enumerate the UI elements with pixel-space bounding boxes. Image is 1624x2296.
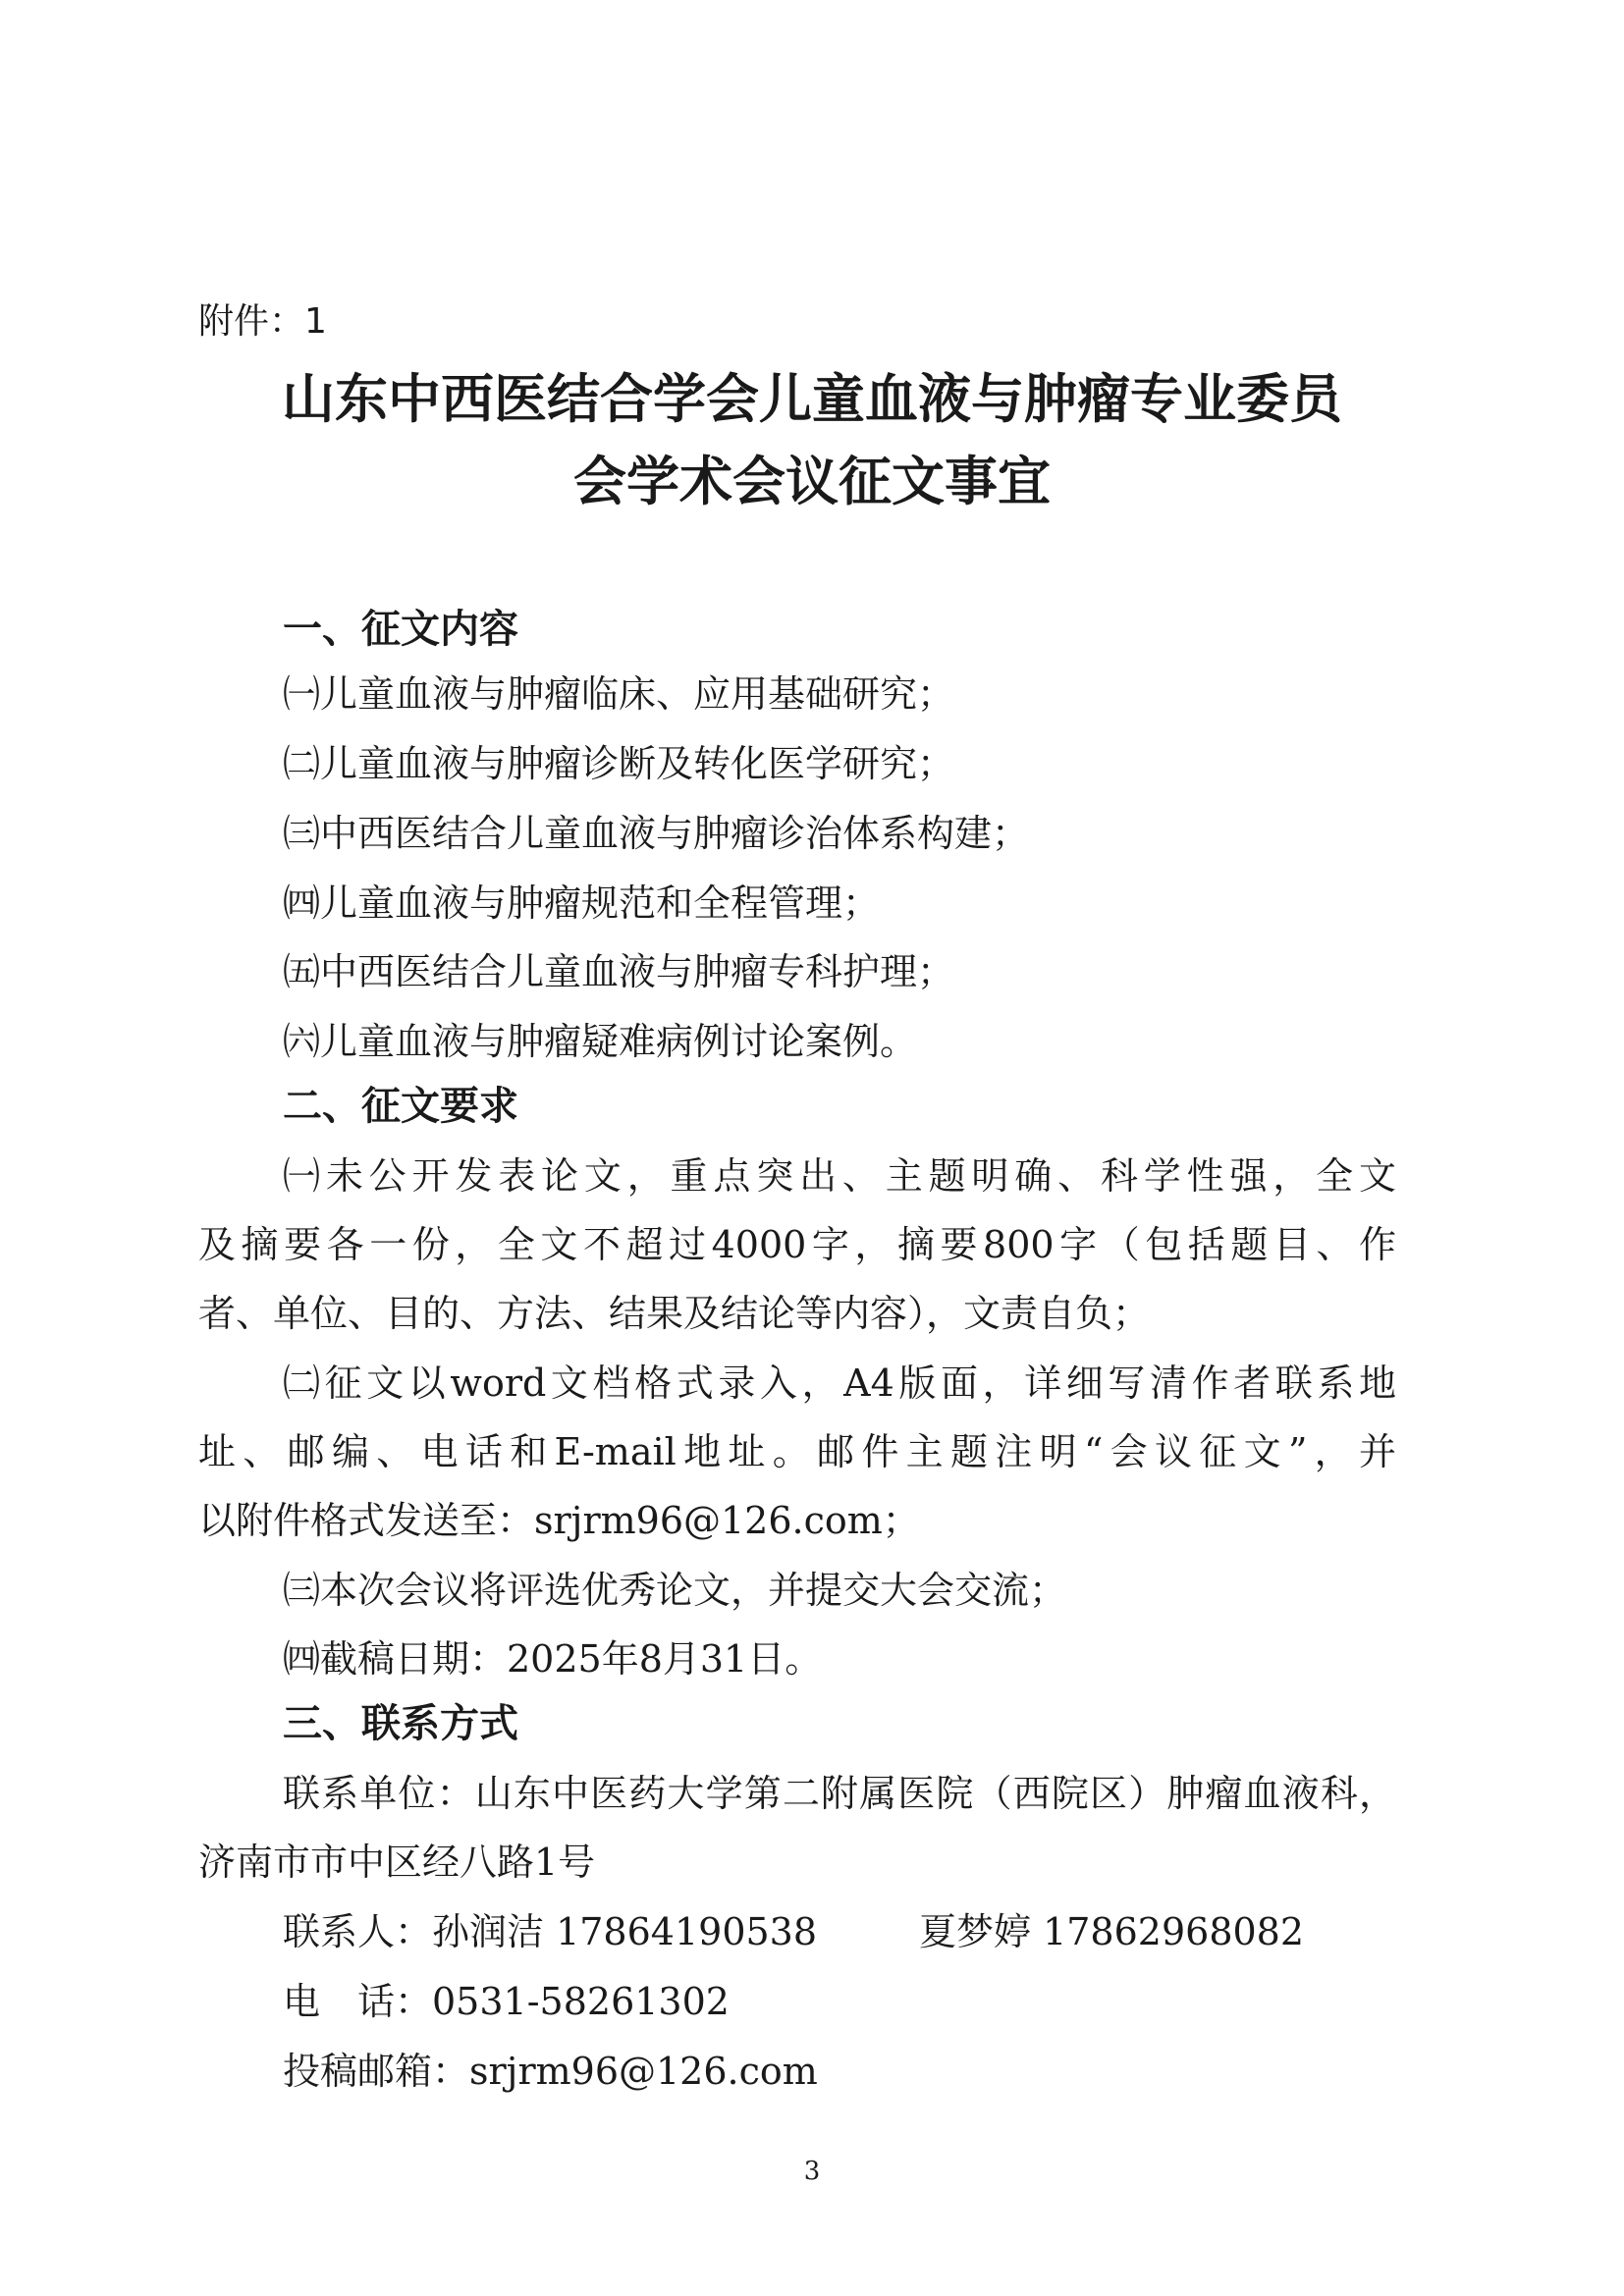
section-heading-contact: 三、联系方式: [283, 1701, 518, 1746]
page-number: 3: [803, 2157, 821, 2186]
requirement-2-line-3: 以附件格式发送至：srjrm96@126.com；: [198, 1499, 920, 1542]
requirement-1-line-2: 及摘要各一份，全文不超过4000字，摘要800字（包括题目、作: [198, 1223, 1396, 1266]
section-heading-content: 一、征文内容: [283, 607, 518, 652]
contact-person-2: 夏梦婷 17862968082: [919, 1910, 1305, 1953]
requirement-1-line-3: 者、单位、目的、方法、结果及结论等内容），文责自负；: [198, 1292, 1151, 1335]
content-item-5: ㈤中西医结合儿童血液与肿瘤专科护理；: [283, 950, 955, 993]
requirement-2-line-2: 址、邮编、电话和E-mail地址。邮件主题注明“会议征文”，并: [198, 1430, 1396, 1473]
document-title-line-1: 山东中西医结合学会儿童血液与肿瘤专业委员: [282, 368, 1342, 430]
requirement-4-deadline: ㈣截稿日期：2025年8月31日。: [283, 1637, 823, 1681]
content-item-3: ㈢中西医结合儿童血液与肿瘤诊治体系构建；: [283, 812, 1030, 855]
document-title-line-2: 会学术会议征文事宜: [573, 451, 1051, 512]
contact-unit-line-1: 联系单位：山东中医药大学第二附属医院（西院区）肿瘤血液科，: [283, 1772, 1396, 1815]
contact-person-1: 联系人：孙润洁 17864190538: [283, 1910, 818, 1953]
content-item-6: ㈥儿童血液与肿瘤疑难病例讨论案例。: [283, 1020, 918, 1063]
contact-unit-line-2: 济南市市中区经八路1号: [198, 1841, 596, 1884]
requirement-2-line-1: ㈡征文以word文档格式录入，A4版面，详细写清作者联系地: [283, 1362, 1396, 1405]
contact-email: 投稿邮箱：srjrm96@126.com: [283, 2050, 818, 2093]
content-item-2: ㈡儿童血液与肿瘤诊断及转化医学研究；: [283, 742, 955, 785]
requirement-3: ㈢本次会议将评选优秀论文，并提交大会交流；: [283, 1569, 1067, 1612]
content-item-4: ㈣儿童血液与肿瘤规范和全程管理；: [283, 881, 881, 925]
contact-phone: 电 话：0531-58261302: [283, 1980, 730, 2023]
content-item-1: ㈠儿童血液与肿瘤临床、应用基础研究；: [283, 672, 955, 716]
requirement-1-line-1: ㈠未公开发表论文，重点突出、主题明确、科学性强，全文: [283, 1154, 1396, 1198]
section-heading-requirements: 二、征文要求: [283, 1084, 518, 1129]
attachment-label: 附件：1: [198, 301, 327, 342]
